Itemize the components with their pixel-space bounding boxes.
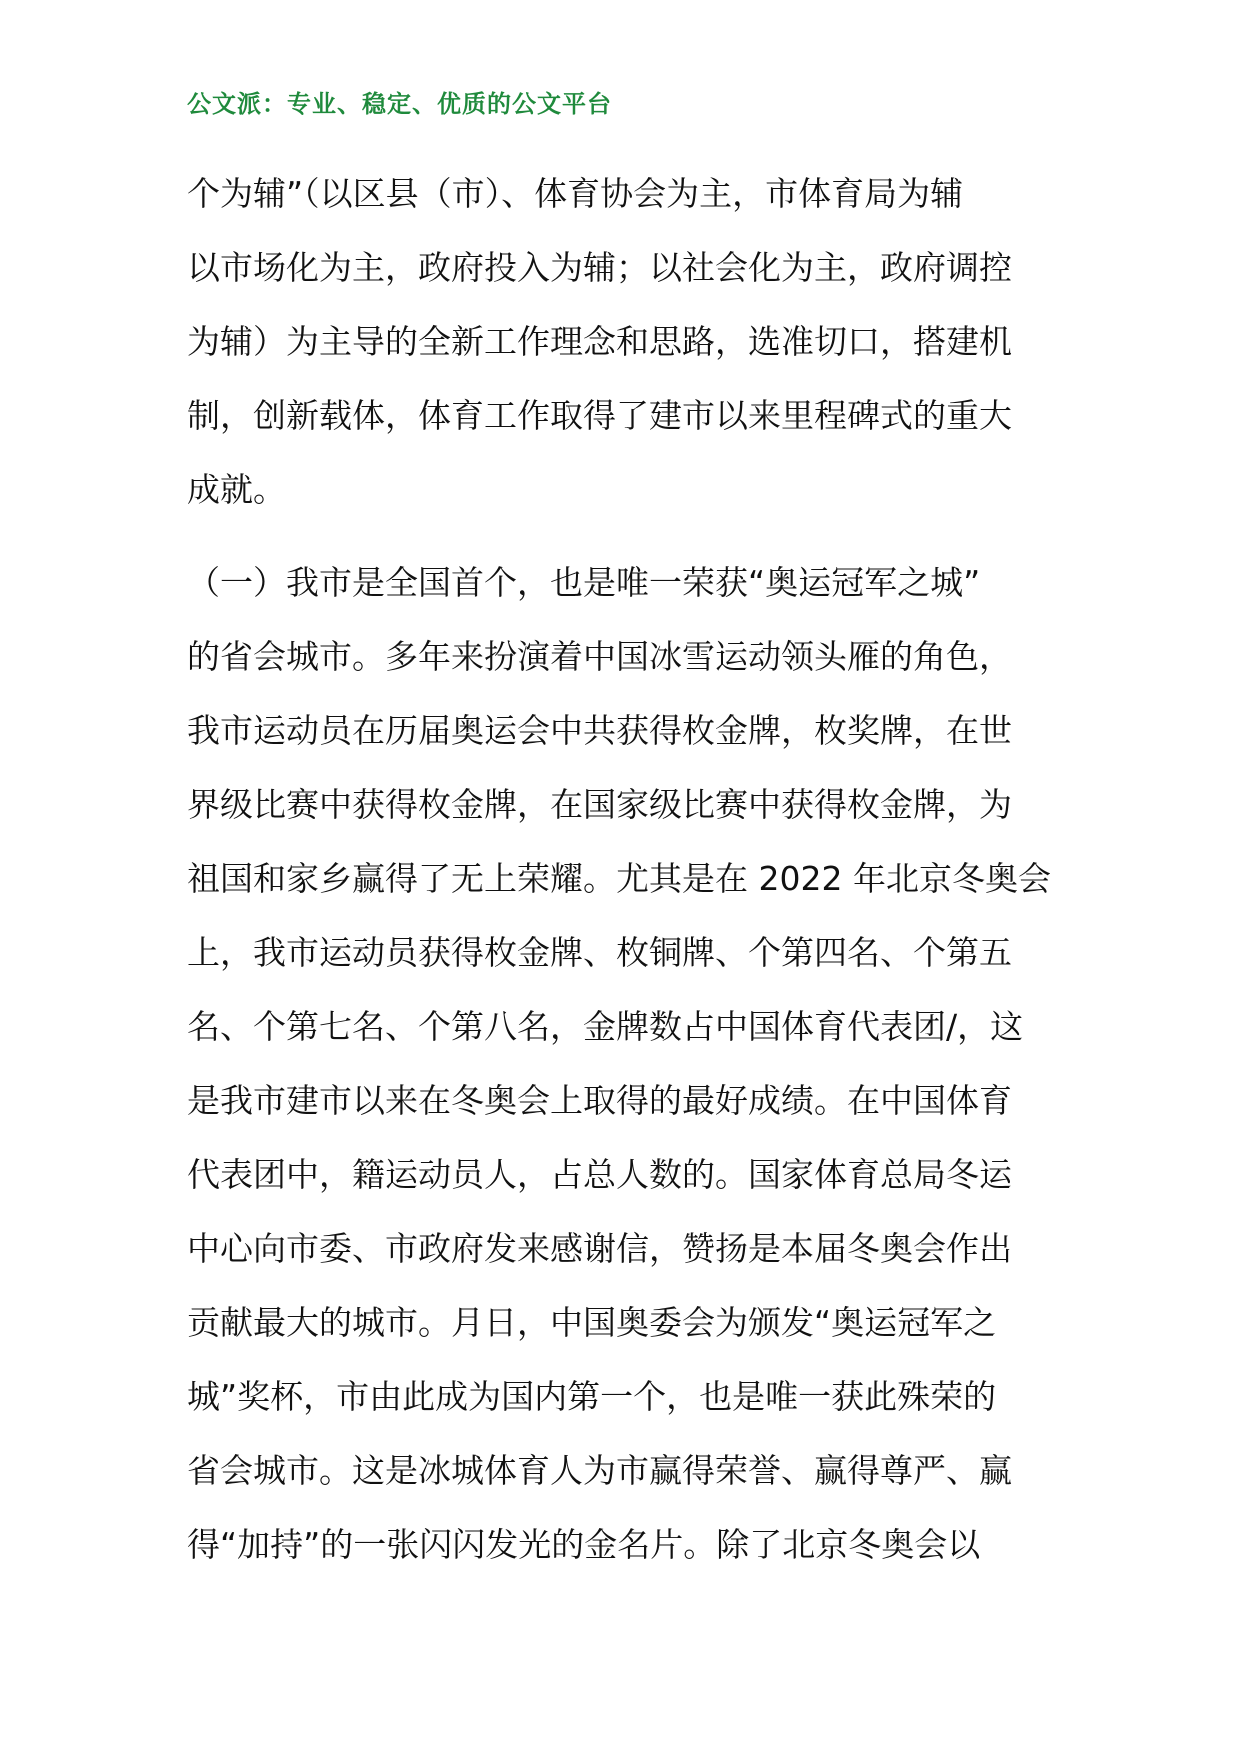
page-header: 公文派：专业、稳定、优质的公文平台 <box>187 89 612 118</box>
text-line: 个为辅”（以区县（市）、体育协会为主，市体育局为辅 <box>187 174 964 213</box>
text-line: （一）我市是全国首个，也是唯一荣获“奥运冠军之城” <box>187 563 981 602</box>
text-line: 我市运动员在历届奥运会中共获得枚金牌，枚奖牌，在世 <box>187 711 1012 750</box>
text-line: 制，创新载体，体育工作取得了建市以来里程碑式的重大 <box>187 396 1012 435</box>
text-line: 省会城市。这是冰城体育人为市赢得荣誉、赢得尊严、赢 <box>187 1451 1012 1490</box>
text-line: 为辅）为主导的全新工作理念和思路，选准切口，搭建机 <box>187 322 1012 361</box>
text-line: 中心向市委、市政府发来感谢信，赞扬是本届冬奥会作出 <box>187 1229 1012 1268</box>
text-line: 界级比赛中获得枚金牌，在国家级比赛中获得枚金牌，为 <box>187 785 1012 824</box>
text-line: 祖国和家乡赢得了无上荣耀。尤其是在 2022 年北京冬奥会 <box>187 859 1051 898</box>
text-line: 成就。 <box>187 470 286 509</box>
text-line: 名、个第七名、个第八名，金牌数占中国体育代表团/，这 <box>187 1007 1024 1046</box>
text-line: 是我市建市以来在冬奥会上取得的最好成绩。在中国体育 <box>187 1081 1012 1120</box>
text-line: 代表团中，籍运动员人，占总人数的。国家体育总局冬运 <box>187 1155 1012 1194</box>
text-line: 得“加持”的一张闪闪发光的金名片。除了北京冬奥会以 <box>187 1525 981 1564</box>
text-line: 以市场化为主，政府投入为辅；以社会化为主，政府调控 <box>187 248 1012 287</box>
text-line: 上，我市运动员获得枚金牌、枚铜牌、个第四名、个第五 <box>187 933 1012 972</box>
text-line: 贡献最大的城市。月日，中国奥委会为颁发“奥运冠军之 <box>187 1303 997 1342</box>
paragraph-2 <box>187 546 1057 1582</box>
paragraph-1 <box>187 157 1057 527</box>
text-line: 的省会城市。多年来扮演着中国冰雪运动领头雁的角色， <box>187 637 1012 676</box>
text-line: 城”奖杯，市由此成为国内第一个，也是唯一获此殊荣的 <box>187 1377 997 1416</box>
